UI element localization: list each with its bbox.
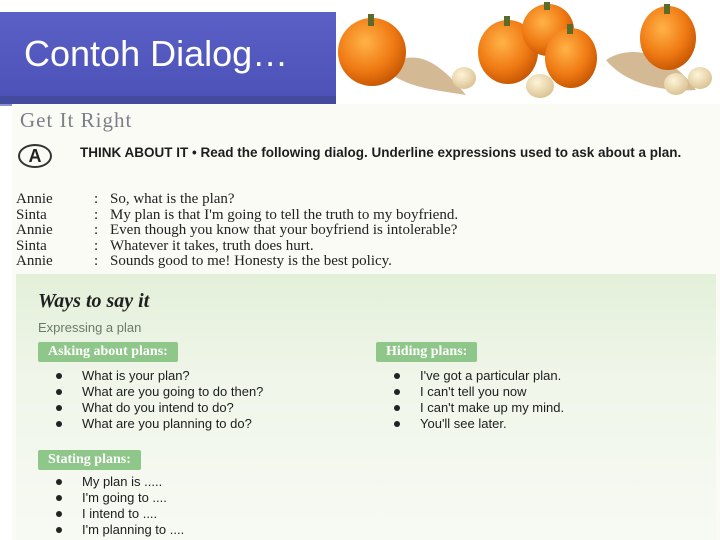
bullet-icon: [56, 527, 62, 533]
speaker: Annie: [16, 222, 53, 238]
list-item: I intend to ....: [56, 506, 184, 522]
section-title: Get It Right: [20, 108, 133, 132]
asking-plans-list: [56, 368, 263, 432]
bullet-icon: [56, 421, 62, 427]
bullet-icon: [394, 373, 400, 379]
asking-plans-label: Asking about plans:: [38, 342, 178, 362]
bullet-icon: [394, 405, 400, 411]
speaker: Sinta: [16, 206, 47, 223]
bullet-icon: [56, 479, 62, 485]
dialog-text: Sounds good to me! Honesty is the best policy.: [110, 253, 392, 269]
pumpkin-icon: [640, 4, 696, 70]
ways-subtitle: Expressing a plan: [38, 320, 142, 335]
list-item: I can't make up my mind.: [394, 400, 564, 416]
ways-to-say-it-box: [16, 274, 716, 540]
bullet-icon: [394, 421, 400, 427]
list-item: What are you going to do then?: [56, 384, 263, 400]
list-item: What do you intend to do?: [56, 400, 263, 416]
bullet-icon: [56, 495, 62, 501]
list-item: I've got a particular plan.: [394, 368, 564, 384]
textbook-page: [12, 104, 720, 540]
exercise-label: A: [18, 144, 52, 168]
list-item: What is your plan?: [56, 368, 263, 384]
slide-title-bar: [0, 12, 336, 96]
speaker: Sinta: [16, 237, 47, 254]
speaker: Annie: [16, 253, 53, 269]
list-item: I'm planning to ....: [56, 522, 184, 538]
dialog-text: My plan is that I'm going to tell the truth to my boyfriend.: [110, 206, 459, 223]
bullet-icon: [56, 373, 62, 379]
stating-plans-list: [56, 474, 184, 538]
hiding-plans-label: Hiding plans:: [376, 342, 477, 362]
list-item: I'm going to ....: [56, 490, 184, 506]
dialog-line: Annie : Sounds good to me! Honesty is the best policy.: [16, 253, 392, 269]
hiding-plans-list: [394, 368, 564, 432]
speaker: Annie: [16, 191, 53, 207]
bullet-icon: [394, 389, 400, 395]
dialog-line: Sinta : My plan is that I'm going to tell the truth to my boyfriend.: [16, 206, 459, 223]
list-item: My plan is .....: [56, 474, 184, 490]
stating-plans-label: Stating plans:: [38, 450, 141, 470]
dialog-line: Sinta : Whatever it takes, truth does hurt.: [16, 237, 314, 254]
ways-title: Ways to say it: [38, 290, 150, 312]
bullet-icon: [56, 511, 62, 517]
dialog-line: Annie : So, what is the plan?: [16, 191, 235, 207]
dialog-text: Even though you know that your boyfriend is intolerable?: [110, 222, 458, 238]
pumpkin-icon: [338, 14, 406, 86]
dialog-line: Annie : Even though you know that your boyfriend is intolerable?: [16, 222, 458, 238]
instruction-text: THINK ABOUT IT • Read the following dialog. Underline expressions used to ask about a plan.: [80, 145, 682, 160]
dialog-text: So, what is the plan?: [110, 191, 235, 207]
dialog: [16, 192, 458, 270]
list-item: I can't tell you now: [394, 384, 564, 400]
bullet-icon: [56, 389, 62, 395]
pumpkin-decoration-image: [336, 0, 720, 104]
slide-title: Contoh Dialog…: [24, 33, 289, 74]
bullet-icon: [56, 405, 62, 411]
list-item: What are you planning to do?: [56, 416, 263, 432]
list-item: You'll see later.: [394, 416, 564, 432]
dialog-text: Whatever it takes, truth does hurt.: [110, 237, 314, 254]
title-underline: [0, 96, 336, 104]
